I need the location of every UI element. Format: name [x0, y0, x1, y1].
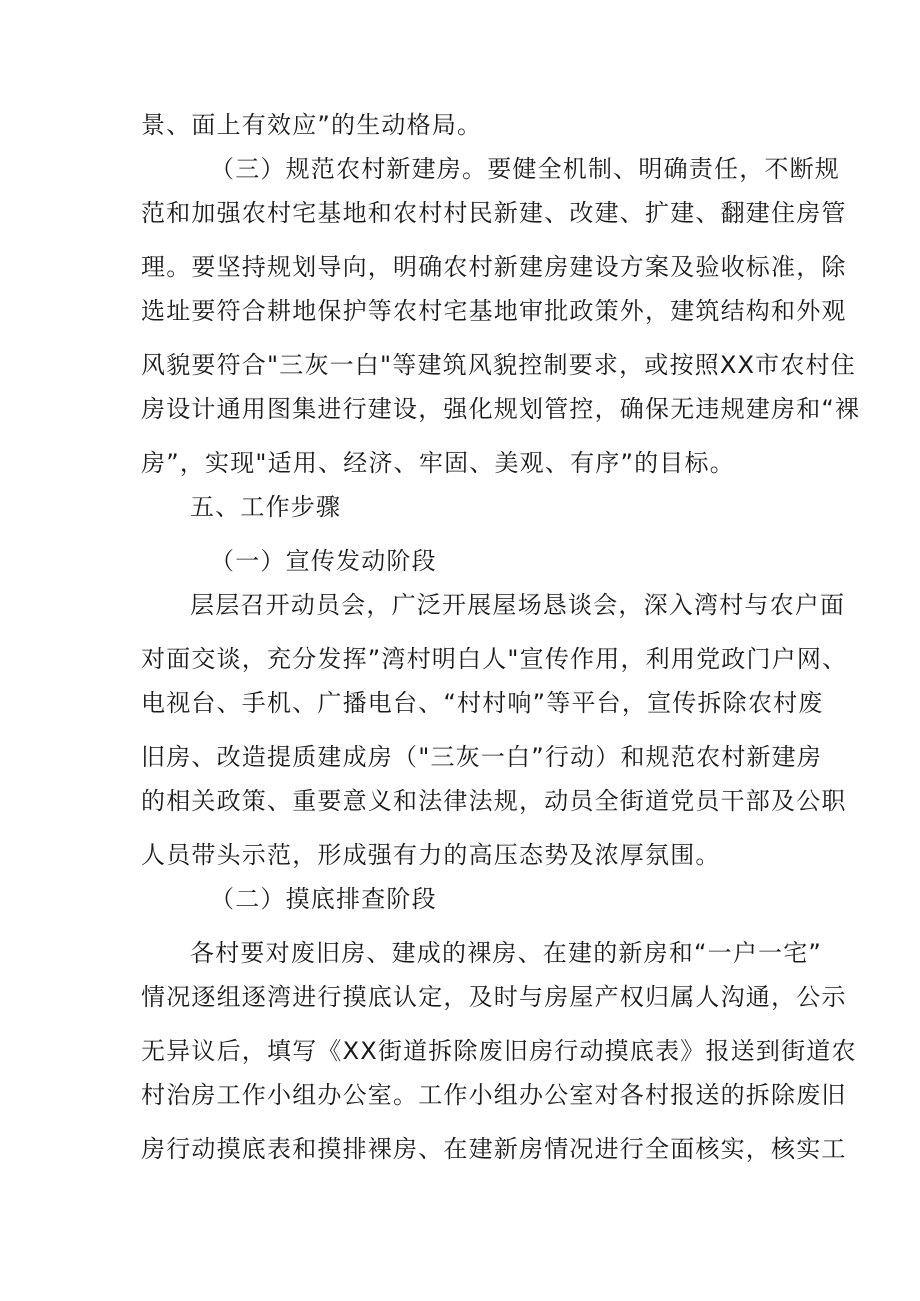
text-line: 村治房工作小组办公室。工作小组办公室对各村报送的拆除废旧: [141, 1081, 847, 1109]
section-heading: 五、工作步骤: [190, 493, 342, 521]
text-line: 对面交谈，充分发挥”湾村明白人"宣传作用，利用党政门户网、: [141, 645, 848, 673]
text-line: 房设计通用图集进行建设，强化规划管控，确保无违规建房和“裸: [141, 395, 861, 423]
text-line: 范和加强农村宅基地和农村村民新建、改建、扩建、翻建住房管: [141, 199, 847, 227]
text-line: 的相关政策、重要意义和法律法规，动员全街道党员干部及公职: [141, 787, 847, 815]
text-line: 各村要对废旧房、建成的裸房、在建的新房和“一户一宅”: [190, 939, 823, 967]
text-line: 风貌要符合"三灰一白"等建筑风貌控制要求，或按照XX市农村住: [141, 351, 856, 379]
subheading-line: （三）规范农村新建房。要健全机制、明确责任，不断规: [210, 155, 840, 183]
text-line: 理。要坚持规划导向，明确农村新建房建设方案及验收标准，除: [141, 253, 847, 281]
text-line: 旧房、改造提质建成房（"三灰一白”行动）和规范农村新建房: [141, 743, 823, 771]
text-line: 景、面上有效应”的生动格局。: [141, 111, 483, 139]
subheading-line: （一）宣传发动阶段: [210, 547, 437, 575]
text-line: 房行动摸底表和摸排裸房、在建新房情况进行全面核实，核实工: [141, 1135, 847, 1163]
text-line: 层层召开动员会，广泛开展屋场恳谈会，深入湾村与农户面: [190, 591, 846, 619]
text-line: 情况逐组逐湾进行摸底认定，及时与房屋产权归属人沟通，公示: [141, 983, 847, 1011]
text-line: 人员带头示范，形成强有力的高压态势及浓厚氛围。: [141, 841, 721, 869]
text-line: 无异议后，填写《XX街道拆除废旧房行动摸底表》报送到街道农: [141, 1037, 857, 1065]
text-line: 电视台、手机、广播电台、“村村响”等平台，宣传拆除农村废: [141, 689, 824, 717]
text-line: 房”，实现"适用、经济、牢固、美观、有序”的目标。: [141, 449, 735, 477]
text-line: 选址要符合耕地保护等农村宅基地审批政策外，建筑结构和外观: [141, 297, 847, 325]
subheading-line: （二）摸底排查阶段: [210, 885, 437, 913]
